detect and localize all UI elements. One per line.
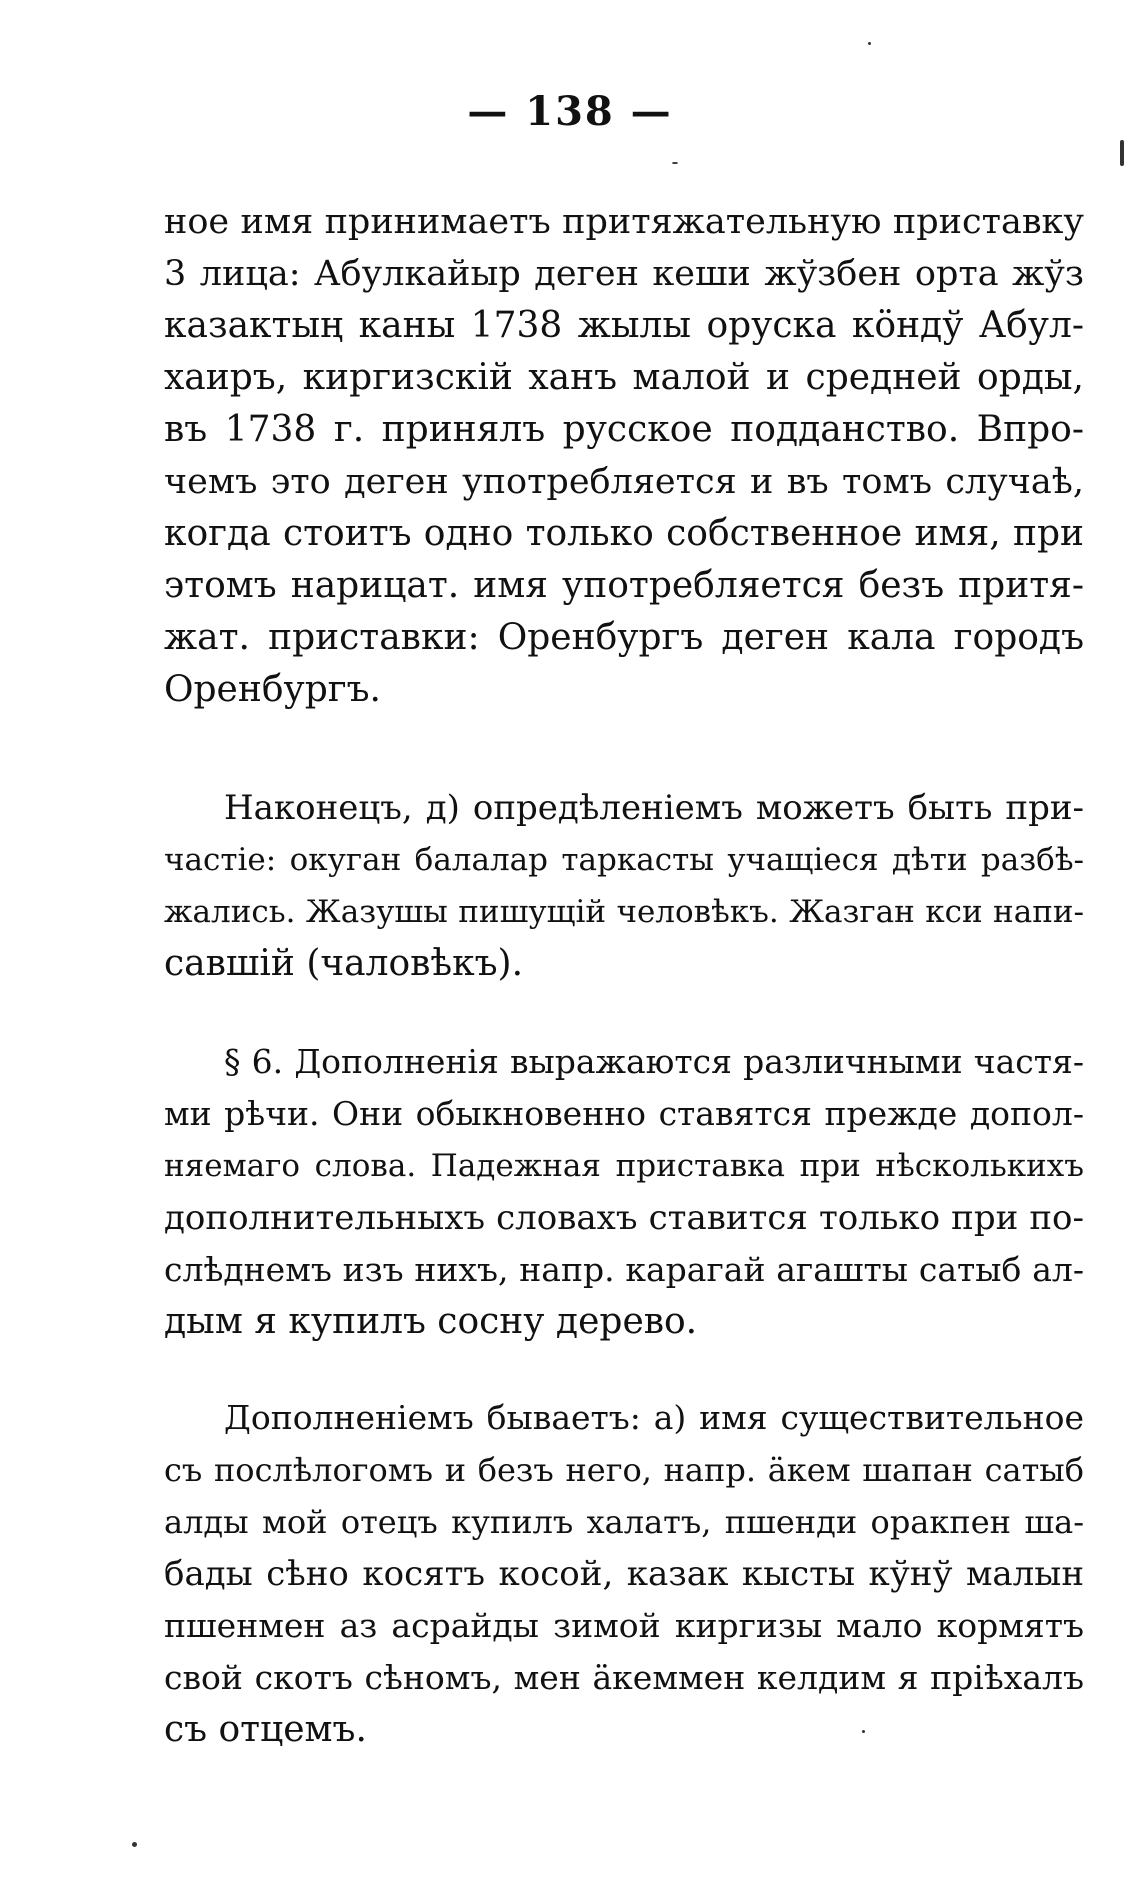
text-line: пшенмен аз асрайды зимой киргизы мало кормятъ — [164, 1606, 1084, 1645]
text-line: няемаго слова. Падежная приставка при нѣсколькихъ — [164, 1148, 1084, 1184]
print-speck — [132, 1842, 137, 1847]
text-line: Оренбургъ. — [164, 669, 381, 710]
print-speck — [1120, 140, 1124, 166]
text-line: § 6. Дополненія выражаются различными частя- — [224, 1042, 1084, 1081]
paragraph-4 — [164, 1392, 1084, 1756]
text-line: казактың каны 1738 жылы оруска кӧндў Абул- — [164, 305, 1084, 346]
text-line: въ 1738 г. принялъ русское подданство. Впро- — [164, 409, 1084, 450]
text-line: ми рѣчи. Они обыкновенно ставятся прежде допол- — [164, 1094, 1084, 1133]
text-line: чемъ это деген употребляется и въ томъ случаѣ, — [164, 462, 1084, 502]
text-line: свой скотъ сѣномъ, мен ӓкеммен келдим я пріѣхалъ — [164, 1658, 1084, 1697]
text-line: этомъ нарицат. имя употребляется безъ притя- — [164, 565, 1084, 606]
text-line: бады сѣно косятъ косой, казак кысты кўнў малын — [164, 1554, 1084, 1594]
paragraph-2 — [164, 782, 1084, 990]
text-line: жат. приставки: Оренбургъ деген кала городъ — [164, 617, 1084, 658]
text-line: 3 лица: Абулкайыр деген кеши жўзбен орта жўз — [164, 254, 1084, 294]
text-line: алды мой отецъ купилъ халатъ, пшенди оракпен ша- — [164, 1503, 1084, 1541]
text-line: савшій (чаловѣкъ). — [164, 943, 524, 984]
paragraph-3 — [164, 1036, 1084, 1348]
text-line: слѣднемъ изъ нихъ, напр. карагай агашты сатыб ал- — [164, 1250, 1084, 1289]
text-line: ное имя принимаетъ притяжательную приставку — [164, 202, 1084, 242]
print-speck — [672, 162, 678, 164]
print-speck — [862, 1730, 865, 1733]
text-line: Дополненіемъ бываетъ: а) имя существительное — [224, 1398, 1084, 1437]
text-line: Наконецъ, д) опредѣленіемъ можетъ быть при- — [224, 788, 1084, 828]
text-line: съ отцемъ. — [164, 1709, 367, 1750]
text-line: частіе: окуган балалар таркасты учащіеся дѣти разбѣ- — [164, 842, 1084, 878]
text-line: когда стоитъ одно только собственное имя, при — [164, 513, 1084, 554]
text-line: дополнительныхъ словахъ ставится только при по- — [164, 1198, 1084, 1238]
text-line: хаиръ, киргизскій ханъ малой и средней орды, — [164, 357, 1084, 398]
paragraph-1 — [164, 196, 1084, 716]
print-speck — [868, 42, 871, 45]
text-line: дым я купилъ сосну дерево. — [164, 1301, 698, 1342]
text-line: съ послѣлогомъ и безъ него, напр. ӓкем шапан сатыб — [164, 1451, 1084, 1489]
text-line: жались. Жазушы пишущій человѣкъ. Жазган кси напи- — [164, 894, 1084, 930]
page-number: — 138 — — [467, 88, 673, 135]
